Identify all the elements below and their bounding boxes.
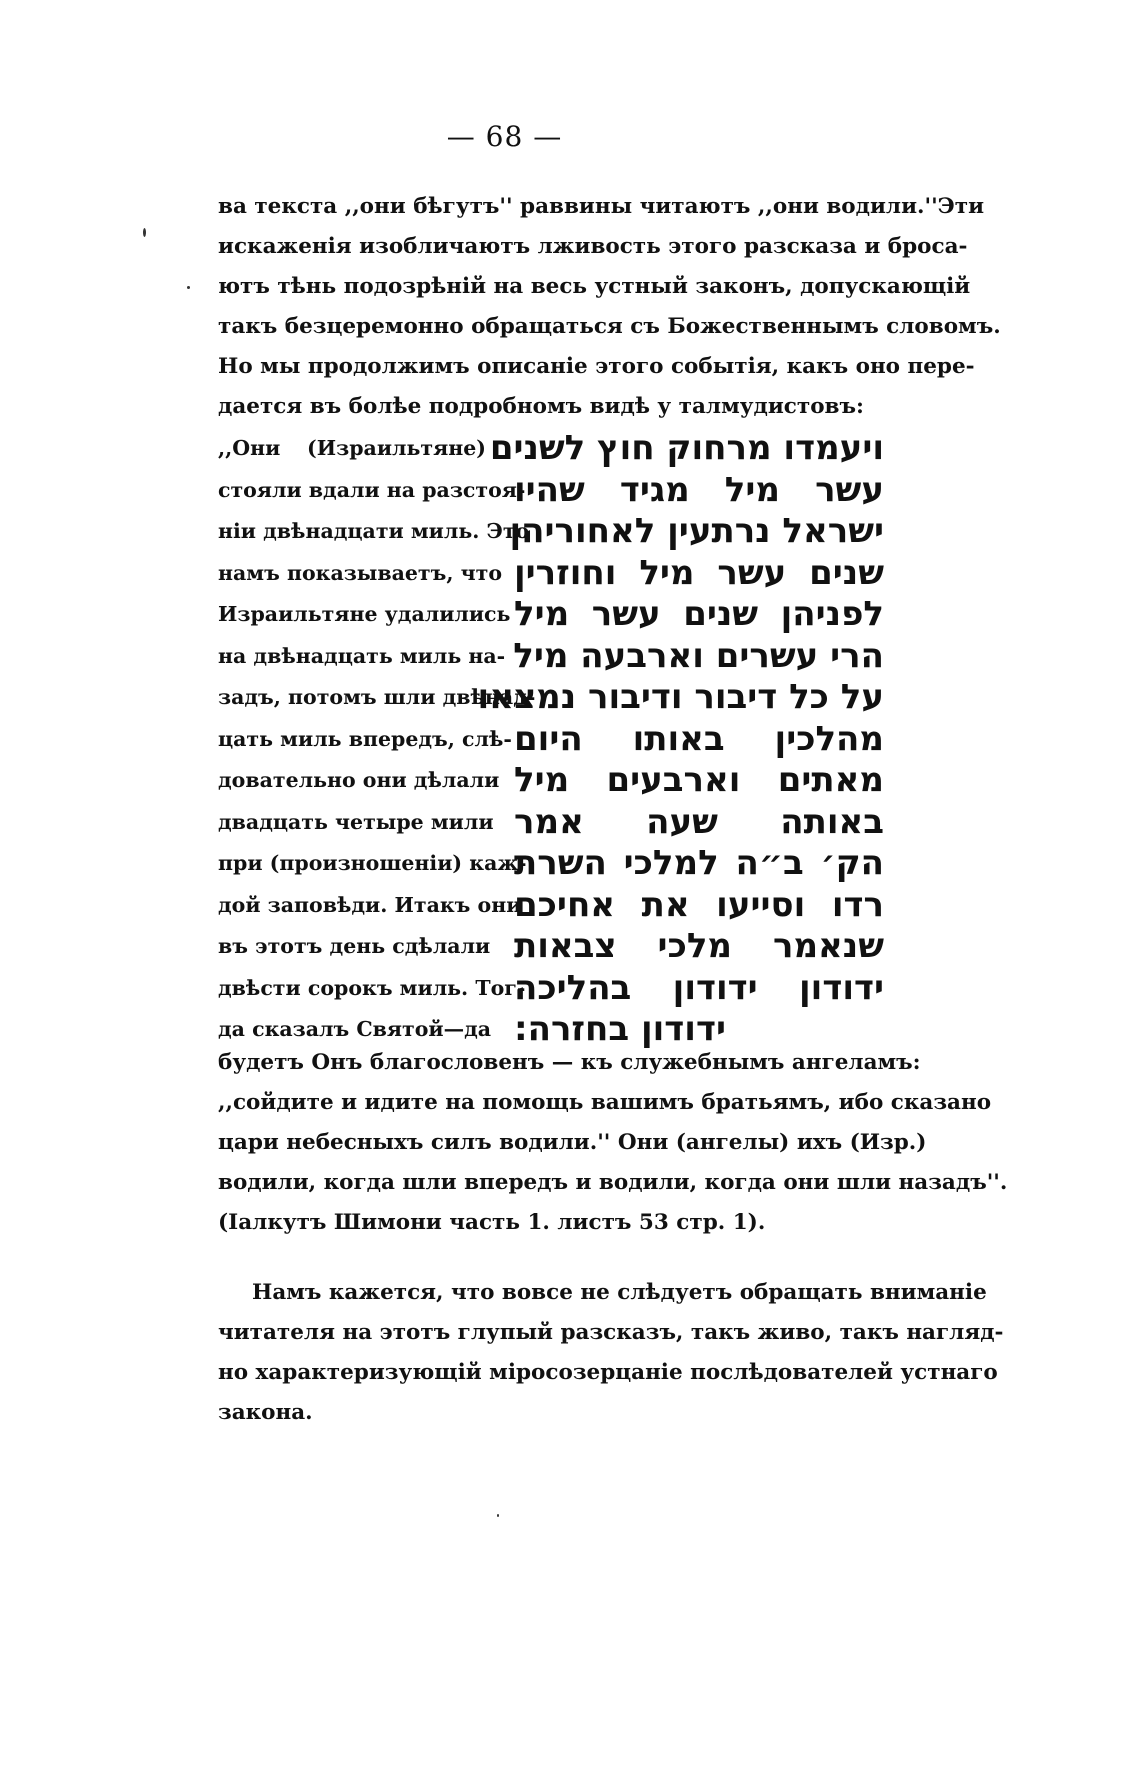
text-line: цать миль впередъ, слѣ-	[218, 726, 512, 751]
hebrew-line: מאתים וארבעים מיל	[514, 760, 884, 800]
text-line: ,,Они (Израильтяне)	[218, 436, 486, 460]
text-line: закона.	[218, 1400, 313, 1425]
text-line: ,,сойдите и идите на помощь вашимъ братьямъ, ибо сказано	[218, 1090, 992, 1115]
hebrew-line: ויעמדו מרחוק חוץ לשנים	[489, 428, 884, 468]
hebrew-line: על כל דיבור ודיבור נמצאו	[477, 677, 884, 717]
text-line: цари небесныхъ силъ водили.'' Они (ангелы) ихъ (Изр.)	[218, 1130, 927, 1155]
hebrew-line: ידודון בחזרה:	[514, 1009, 726, 1049]
text-line: намъ показываетъ, что	[218, 560, 503, 585]
text-line: довательно они дѣлали	[218, 768, 500, 792]
text-line: ніи двѣнадцати миль. Это	[218, 519, 530, 543]
closing-paragraph	[218, 1273, 1004, 1433]
continuation-paragraph	[218, 1043, 1008, 1243]
text-line: дается въ болѣе подробномъ видѣ у талмудистовъ:	[218, 394, 864, 419]
text-line: дой заповѣди. Итакъ они	[218, 892, 522, 917]
text-line: будетъ Онъ благословенъ — къ служебнымъ ангеламъ:	[218, 1050, 921, 1075]
text-line: Израильтяне удалились	[218, 602, 511, 626]
text-line: ютъ тѣнь подозрѣній на весь устный законъ, допускающій	[218, 274, 971, 299]
hebrew-line: לפניהן שנים עשר מיל	[514, 594, 884, 634]
text-line: въ этотъ день сдѣлали	[218, 934, 491, 958]
text-line: водили, когда шли впередъ и водили, когда они шли назадъ''.	[218, 1170, 1008, 1195]
text-line: двѣсти сорокъ миль. Тог-	[218, 975, 526, 1000]
scan-speck	[143, 228, 146, 237]
hebrew-line: הרי עשרים וארבעה מיל	[513, 635, 884, 676]
hebrew-line: שנים עשר מיל וחוזרין	[514, 552, 884, 593]
hebrew-line: רדו וסייעו את אחיכם	[514, 884, 884, 925]
hebrew-source-column	[477, 428, 884, 1051]
text-line: да сказалъ Святой—да	[218, 1017, 492, 1041]
text-line: двадцать четыре мили	[218, 809, 494, 834]
text-line: ва текста ,,они бѣгутъ'' раввины читаютъ ,,они водили.''Эти	[218, 194, 985, 219]
intro-paragraph	[218, 187, 1001, 427]
hebrew-line: ידודון ידודון בהליכה	[514, 967, 884, 1008]
text-line: такъ безцеремонно обращаться съ Божественнымъ словомъ.	[218, 314, 1001, 339]
text-line: Намъ кажется, что вовсе не слѣдуетъ обращать вниманіе	[252, 1280, 987, 1305]
hebrew-line: באותה שעה אמר	[514, 801, 884, 842]
scan-speck	[497, 1514, 499, 1517]
hebrew-line: ישראל נרתעין לאחוריהן	[509, 511, 884, 551]
hebrew-line: שנאמר מלכי צבאות	[514, 926, 884, 966]
text-line: Но мы продолжимъ описаніе этого событія, какъ оно пере-	[218, 354, 975, 379]
text-line: при (произношеніи) каж-	[218, 851, 527, 875]
text-line: стояли вдали на разстоя-	[218, 477, 526, 502]
russian-translation-column	[218, 428, 536, 1051]
scan-speck	[187, 286, 190, 289]
text-line: на двѣнадцать миль на-	[218, 643, 506, 668]
hebrew-line: הק׳ ב״ה למלכי השרת	[514, 843, 884, 883]
text-line: читателя на этотъ глупый разсказъ, такъ живо, такъ нагляд-	[218, 1320, 1004, 1345]
page-number: — 68 —	[446, 120, 563, 153]
hebrew-line: מהלכין באותו היום	[514, 718, 884, 759]
text-line: искаженія изобличаютъ лживость этого разсказа и броса-	[218, 234, 968, 259]
hebrew-line: עשר מיל מגיד שהיו	[514, 469, 884, 510]
text-line: задъ, потомъ шли двѣнад-	[218, 685, 536, 709]
parallel-text	[218, 428, 882, 1048]
citation-line: (Іалкутъ Шимони часть 1. листъ 53 стр. 1).	[218, 1210, 766, 1235]
text-line: но характеризующій міросозерцаніе послѣдователей устнаго	[218, 1360, 998, 1385]
